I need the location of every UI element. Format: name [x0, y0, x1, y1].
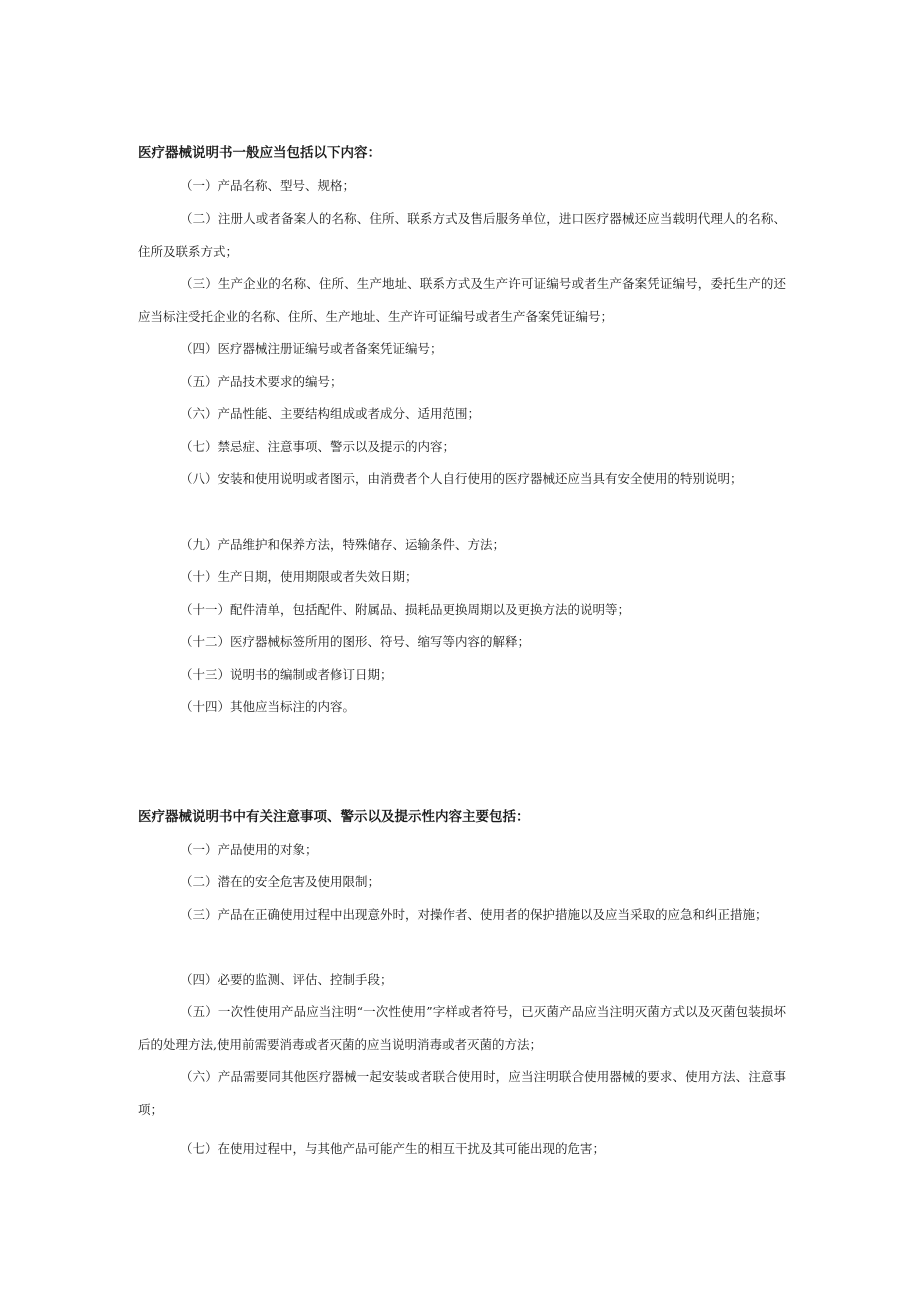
section2-item-1: （一）产品使用的对象； — [180, 842, 318, 857]
section2-item-4: （四）必要的监测、评估、控制手段； — [180, 972, 393, 987]
section1-item-1: （一）产品名称、型号、规格； — [180, 178, 356, 193]
section1-item-8: （八）安装和使用说明或者图示，由消费者个人自行使用的医疗器械还应当具有安全使用的特别说明； — [180, 471, 743, 486]
section1-item-7: （七）禁忌症、注意事项、警示以及提示的内容； — [180, 439, 456, 454]
section1-item-3: （三）生产企业的名称、住所、生产地址、联系方式及生产许可证编号或者生产备案凭证编号，委托生产的还应当标注受托企业的名称、住所、生产地址、生产许可证编号或者生产备案凭证编号； — [138, 276, 786, 324]
section1-item-13: （十三）说明书的编制或者修订日期； — [180, 667, 393, 682]
section1-heading: 医疗器械说明书一般应当包括以下内容： — [138, 145, 381, 161]
section1-item-2: （二）注册人或者备案人的名称、住所、联系方式及售后服务单位，进口医疗器械还应当载明代理人的名称、住所及联系方式； — [138, 211, 786, 259]
section2-heading: 医疗器械说明书中有关注意事项、警示以及提示性内容主要包括： — [138, 809, 530, 825]
section1-item-4: （四）医疗器械注册证编号或者备案凭证编号； — [180, 341, 443, 356]
section1-item-12: （十二）医疗器械标签所用的图形、符号、缩写等内容的解释； — [180, 634, 531, 649]
section1-item-6: （六）产品性能、主要结构组成或者成分、适用范围； — [180, 406, 481, 421]
section1-item-11: （十一）配件清单，包括配件、附属品、损耗品更换周期以及更换方法的说明等； — [180, 602, 631, 617]
section2-item-7: （七）在使用过程中，与其他产品可能产生的相互干扰及其可能出现的危害； — [180, 1141, 606, 1156]
section1-item-9: （九）产品维护和保养方法，特殊储存、运输条件、方法； — [180, 537, 506, 552]
section1-item-10: （十）生产日期，使用期限或者失效日期； — [180, 569, 418, 584]
section1-item-14: （十四）其他应当标注的内容。 — [180, 699, 356, 714]
section2-item-5: （五）一次性使用产品应当注明“一次性使用”字样或者符号，已灭菌产品应当注明灭菌方式以及灭菌包装损坏后的处理方法,使用前需要消毒或者灭菌的应当说明消毒或者灭菌的方法； — [138, 1004, 786, 1052]
section1-item-5: （五）产品技术要求的编号； — [180, 374, 343, 389]
section2-item-6: （六）产品需要同其他医疗器械一起安装或者联合使用时，应当注明联合使用器械的要求、使用方法、注意事项； — [138, 1069, 786, 1117]
section2-item-2: （二）潜在的安全危害及使用限制； — [180, 874, 381, 889]
section2-item-3: （三）产品在正确使用过程中出现意外时，对操作者、使用者的保护措施以及应当采取的应急和纠正措施； — [180, 907, 768, 922]
